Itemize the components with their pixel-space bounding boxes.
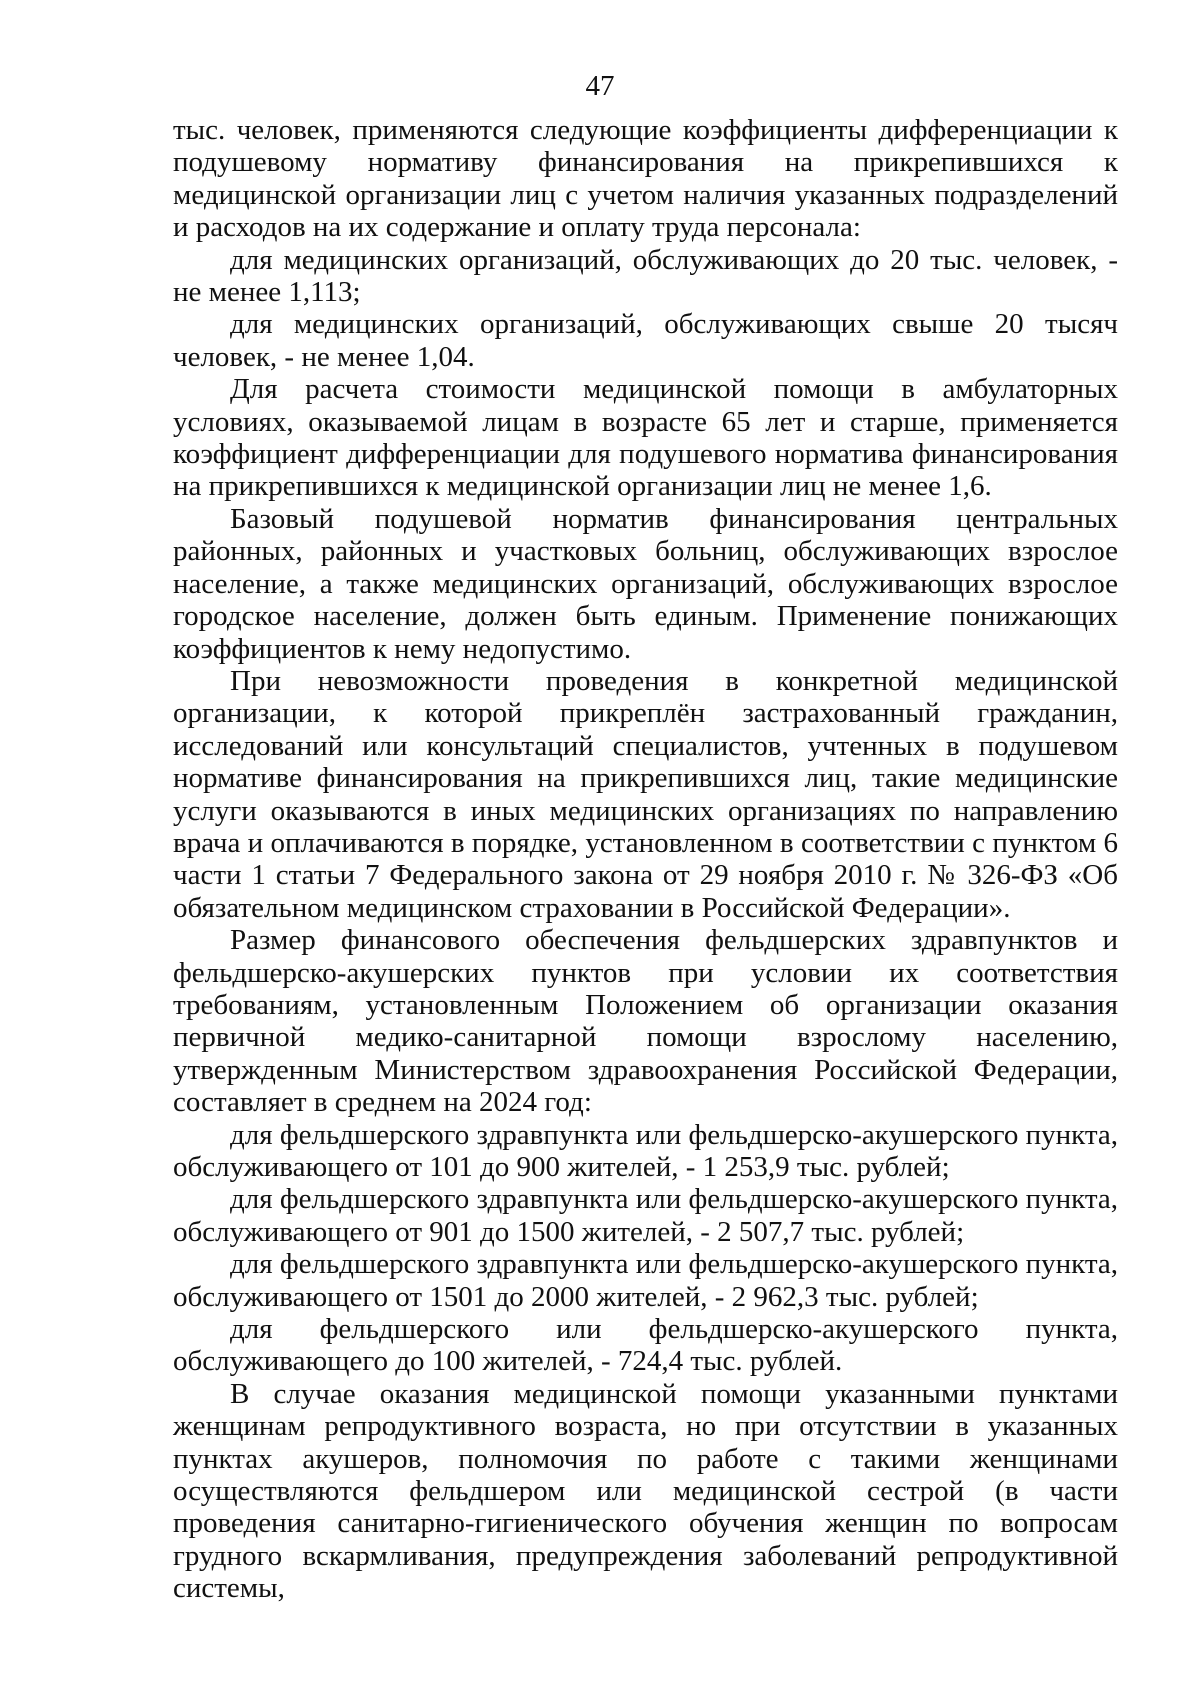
paragraph-fap-up-to-100: для фельдшерского или фельдшерско-акушерского пункта, обслуживающего до 100 жителей, - 724,4 тыс. рублей. bbox=[173, 1313, 1118, 1378]
paragraph-referral-services: При невозможности проведения в конкретной медицинской организации, к которой прикреплён застрахованный гражданин, исследований или консультаций специалистов, учтенных в подушевом нормативе финансирования на прикрепившихся лиц, такие медицинские услуги оказываются в иных медицинских организациях по направлению врача и оплачиваются в порядке, установленном в соответствии с пунктом 6 части 1 статьи 7 Федерального закона от 29 ноября 2010 г. № 326-ФЗ «Об обязательном медицинском страховании в Российской Федерации». bbox=[173, 664, 1118, 924]
paragraph-reproductive-age-care: В случае оказания медицинской помощи указанными пунктами женщинам репродуктивного возраста, но при отсутствии в указанных пунктах акушеров, полномочия по работе с такими женщинами осуществляются фельдшером или медицинской сестрой (в части проведения санитарно-гигиенического обучения женщин по вопросам грудного вскармливания, предупреждения заболеваний репродуктивной системы, bbox=[173, 1377, 1118, 1605]
paragraph-fap-1501-2000: для фельдшерского здравпункта или фельдшерско-акушерского пункта, обслуживающего от 1501 до 2000 жителей, - 2 962,3 тыс. рублей; bbox=[173, 1248, 1118, 1313]
paragraph-coefficient-up-to-20k: для медицинских организаций, обслуживающих до 20 тыс. человек, - не менее 1,113; bbox=[173, 243, 1118, 309]
paragraph-age-65-coefficient: Для расчета стоимости медицинской помощи в амбулаторных условиях, оказываемой лицам в возрасте 65 лет и старше, применяется коэффициент дифференциации для подушевого норматива финансирования на прикрепившихся к медицинской организации лиц не менее 1,6. bbox=[173, 373, 1118, 503]
document-body bbox=[173, 114, 1118, 1605]
paragraph-fap-101-900: для фельдшерского здравпункта или фельдшерско-акушерского пункта, обслуживающего от 101 до 900 жителей, - 1 253,9 тыс. рублей; bbox=[173, 1118, 1118, 1183]
paragraph-fap-901-1500: для фельдшерского здравпункта или фельдшерско-акушерского пункта, обслуживающего от 901 до 1500 жителей, - 2 507,7 тыс. рублей; bbox=[173, 1183, 1118, 1248]
paragraph-coefficient-over-20k: для медицинских организаций, обслуживающих свыше 20 тысяч человек, - не менее 1,04. bbox=[173, 308, 1118, 373]
paragraph-base-per-capita-norm: Базовый подушевой норматив финансирования центральных районных, районных и участковых больниц, обслуживающих взрослое население, а также медицинских организаций, обслуживающих взрослое городское население, должен быть единым. Применение понижающих коэффициентов к нему недопустимо. bbox=[173, 502, 1118, 665]
paragraph-continuation: тыс. человек, применяются следующие коэффициенты дифференциации к подушевому нормативу финансирования на прикрепившихся к медицинской организации лиц с учетом наличия указанных подразделений и расходов на их содержание и оплату труда персонала: bbox=[173, 114, 1118, 244]
paragraph-fap-funding-intro: Размер финансового обеспечения фельдшерских здравпунктов и фельдшерско-акушерских пунктов при условии их соответствия требованиям, установленным Положением об организации оказания первичной медико-санитарной помощи взрослому населению, утвержденным Министерством здравоохранения Российской Федерации, составляет в среднем на 2024 год: bbox=[173, 924, 1118, 1119]
page-number: 47 bbox=[585, 70, 615, 102]
